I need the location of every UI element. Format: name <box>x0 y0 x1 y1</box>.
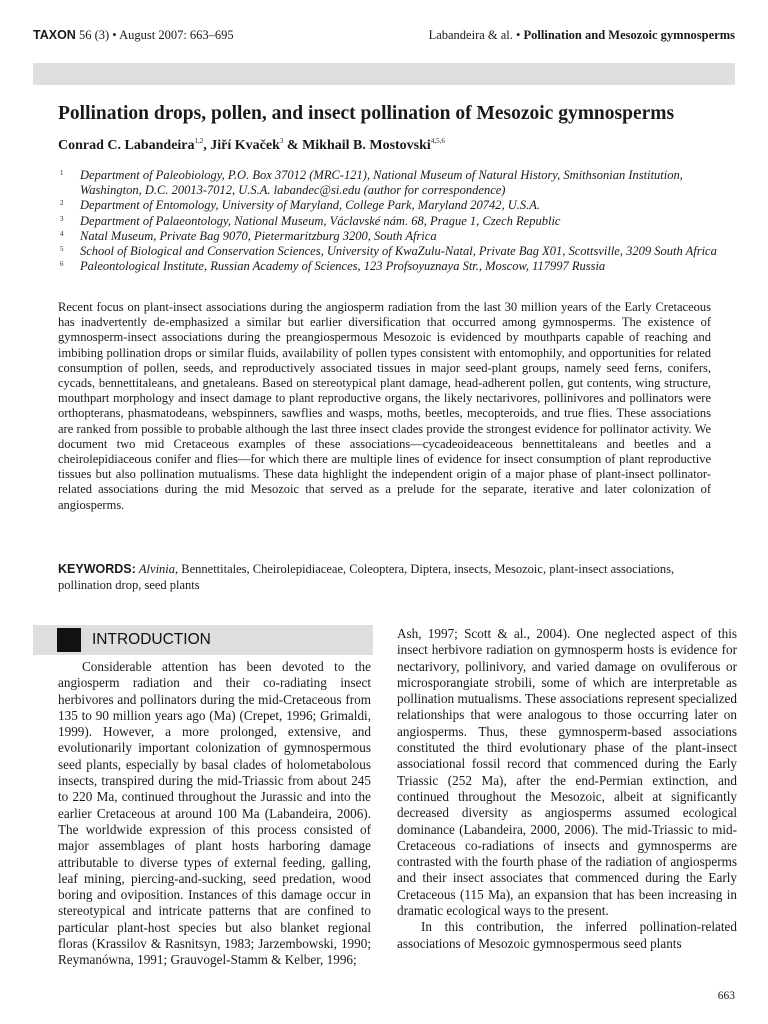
body-paragraph: Ash, 1997; Scott & al., 2004). One neglected aspect of this insect herbivore radiation on gymnosperm hosts is evidence for nectarivory, pollinivory, and varied damage on ovuliferous or microsporangiate strobili, some of which are interpretable as pollination mutualisms. These associations represent specialized relationships that were analogous to those occurring later on angiosperms. Thus, these gymnosperm-based associations constituted the third evolutionary phase of the plant-insect associational fossil record that commenced during the Early Triassic (252 Ma), after the end-Permian extinction, and continued throughout the Mesozoic, albeit at significantly decreased diversity as angiosperms assumed ecological dominance (Labandeira, 2000, 2006). The mid-Triassic to mid-Cretaceous co-radiations of insects and gymnosperms are contrasted with the fourth phase of the radiation of angiosperms and their insect associates that commenced during the Early Cretaceous (115 Ma), an expansion that has been increasing in dramatic ecological ways to the present. <box>397 626 737 919</box>
affiliation-item <box>58 244 728 259</box>
affiliation-number: 5 <box>60 245 64 254</box>
keyword-italic: Alvinia <box>138 562 176 576</box>
article-title: Pollination drops, pollen, and insect pollination of Mesozoic gymnosperms <box>58 103 675 124</box>
running-authors: Labandeira & al. • <box>428 28 524 42</box>
affiliation-item <box>58 214 728 229</box>
affiliation-text: Department of Palaeontology, National Museum, Václavské nám. 68, Prague 1, Czech Republic <box>80 213 561 228</box>
author-name: Conrad C. Labandeira <box>58 138 195 153</box>
keywords-label: KEYWORDS: <box>58 562 136 576</box>
keywords-list: , Bennettitales, Cheirolepidiaceae, Coleoptera, Diptera, insects, Mesozoic, plant-insect associations, pollination drop, seed plants <box>58 562 675 592</box>
author-name: Jiří Kvaček <box>210 138 280 153</box>
author-separator: & <box>283 138 303 153</box>
running-head <box>33 26 735 44</box>
affiliation-number: 6 <box>60 260 64 269</box>
author-affiliation-marker: 3 <box>279 137 284 145</box>
affiliation-number: 1 <box>60 169 64 177</box>
affiliation-text: School of Biological and Conservation Sciences, University of KwaZulu-Natal, Private Bag X01, Scottsville, 3209 South Africa <box>80 244 717 259</box>
author-name: Mikhail B. Mostovski <box>302 138 431 153</box>
running-title: Pollination and Mesozoic gymnosperms <box>523 28 735 42</box>
affiliation-list <box>58 168 728 274</box>
body-column-left <box>58 659 371 969</box>
abstract: Recent focus on plant-insect associations during the angiosperm radiation from the last 30 million years of the Early Cretaceous has inadvertently de-emphasized a similar but earlier diversification that occurred among gymnosperms. The existence of gymnosperm-insect associations during the preangiospermous Mesozoic is evidenced by mouthparts capable of reaching and imbibing pollination drops or similar fluids, availability of pollen types consistent with entomophily, and opportunities for related consumption of pollen, seeds, and reproductively associated tissues in major seed-plant groups, namely seed ferns, conifers, cycads, bennettitaleans, and gnetaleans. Based on stereotypical plant damage, head-adherent pollen, gut contents, wing structure, mouthpart morphology and insect damage to plant reproductive organs, the likely nectarivores, pollinivores and pollinators were orthopterans, phasmatodeans, webspinners, sawflies and wasps, moths, beetles, mecopteroids, and true flies. These associations are ranked from possible to probable although the last three insect clades provide the strongest evidence for pollinator activity. We document two mid Cretaceous examples of these associations—cycadeoideaceous bennettitaleans and beetles and a cheirolepidiaceous conifer and flies—for which there are multiple lines of evidence for insect consumption of plant reproductive tissues but also pollination mutualisms. These data highlight the independent origin of a major phase of plant-insect pollinator-related associations during the mid Mesozoic that served as a prelude for the separate, iterative and later colonization of angiosperms. <box>58 300 711 512</box>
affiliation-text: Department of Entomology, University of Maryland, College Park, Maryland 20742, U.S.A. <box>80 198 541 213</box>
section-heading-bar <box>33 625 373 655</box>
affiliation-number: 2 <box>60 199 64 208</box>
author-separator: , <box>203 138 211 153</box>
header-band <box>33 63 735 85</box>
affiliation-text: Paleontological Institute, Russian Academy of Sciences, 123 Profsoyuznaya Str., Moscow, 117997 Russia <box>80 259 606 274</box>
affiliation-item <box>58 168 728 198</box>
author-list <box>58 137 738 154</box>
affiliation-number: 3 <box>60 214 64 223</box>
journal-name: TAXON <box>33 28 76 42</box>
author-affiliation-marker: 4,5,6 <box>430 137 445 145</box>
issue-info: 56 (3) • August 2007: 663–695 <box>75 28 234 42</box>
author-affiliation-marker: 1,2 <box>194 137 204 145</box>
affiliation-text: Department of Paleobiology, P.O. Box 37012 (MRC-121), National Museum of Natural History, Smithsonian Institution, Washington, D.C. 20013-7012, U.S.A. labandec@si.edu (author for correspondence) <box>80 168 683 198</box>
affiliation-item <box>58 198 728 213</box>
affiliation-item <box>58 259 728 274</box>
body-paragraph: Considerable attention has been devoted to the angiosperm radiation and their co-radiating insect herbivores and pollinators during the mid-Cretaceous from 135 to 90 million years ago (Ma) (Crepet, 1996; Grimaldi, 1999). However, a more prolonged, extensive, and evolutionarily important colonization of gymnospermous seed plants, especially by basal clades of holometabolous insects, transpired during the mid-Triassic from about 245 to 220 Ma, continued throughout the Jurassic and into the earlier Cretaceous at around 100 Ma (Labandeira, 2006). The worldwide expression of this process consisted of major assemblages of plant hosts harboring damage attributable to diverse types of external feeding, galling, leaf mining, piercing-and-sucking, seed predation, wood boring and oviposition. Instances of this damage occur in stereotypical and intricate patterns that are confined to particular plant-host species but also blanket regional floras (Krassilov & Rasnitsyn, 1983; Jarzembowski, 1990; Reymanówna, 1991; Grauvogel-Stamm & Kelber, 1996; <box>58 659 371 968</box>
section-marker-square <box>57 628 81 652</box>
keywords <box>58 562 711 593</box>
running-head-left <box>33 26 234 44</box>
affiliation-item <box>58 229 728 244</box>
section-title: INTRODUCTION <box>92 631 211 648</box>
affiliation-number: 4 <box>60 229 64 238</box>
affiliation-text: Natal Museum, Private Bag 9070, Pietermaritzburg 3200, South Africa <box>80 228 437 243</box>
running-head-right <box>429 26 735 44</box>
body-column-right <box>397 626 737 952</box>
page-number: 663 <box>717 990 735 1002</box>
body-paragraph: In this contribution, the inferred pollination-related associations of Mesozoic gymnospermous seed plants <box>397 919 737 951</box>
